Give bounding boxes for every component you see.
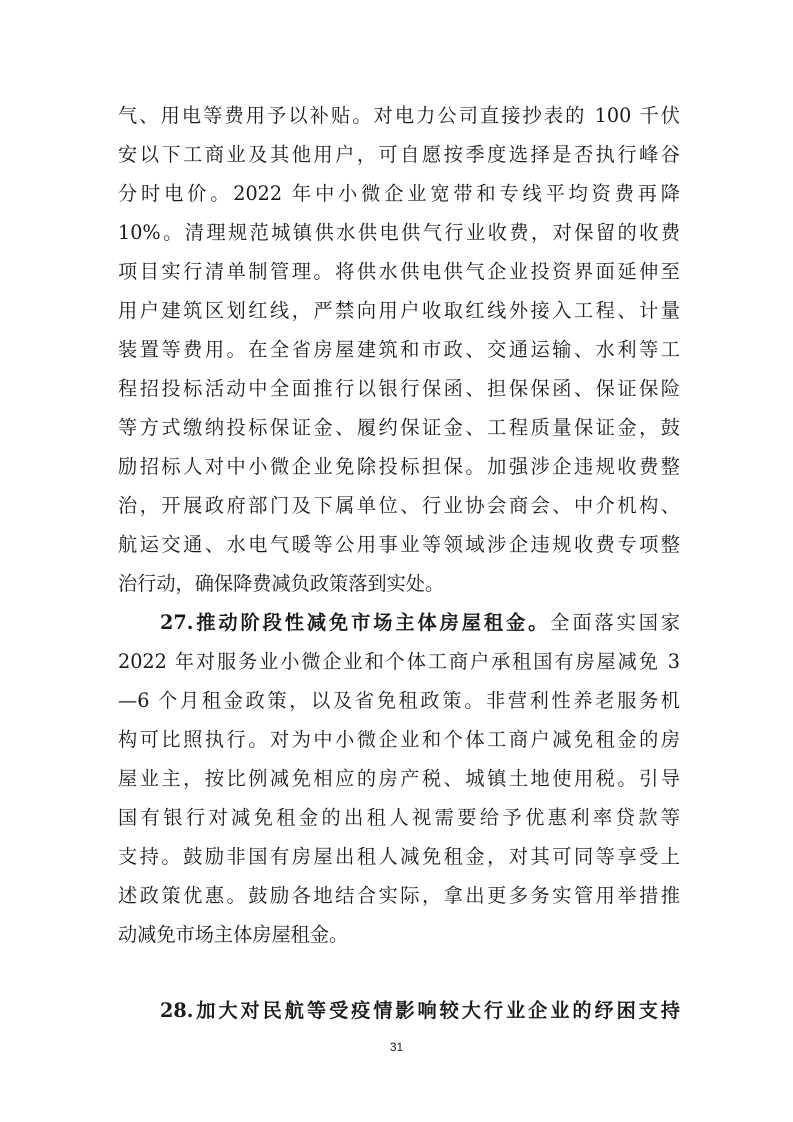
paragraph-line: 2022 年对服务业小微企业和个体工商户承租国有房屋减免 3 (118, 650, 680, 673)
paragraph-line: 10%。清理规范城镇供水供电供气行业收费，对保留的收费 (118, 221, 680, 244)
paragraph-line: 航运交通、水电气暖等公用事业等领域涉企违规收费专项整 (118, 533, 680, 556)
paragraph-line: 国有银行对减免租金的出租人视需要给予优惠利率贷款等 (118, 806, 680, 829)
paragraph-line: 装置等费用。在全省房屋建筑和市政、交通运输、水利等工 (118, 338, 680, 361)
paragraph-line: 治，开展政府部门及下属单位、行业协会商会、中介机构、 (118, 494, 680, 517)
paragraph-line: 气、用电等费用予以补贴。对电力公司直接抄表的 100 千伏 (118, 104, 680, 127)
paragraph-line: 支持。鼓励非国有房屋出租人减免租金，对其可同等享受上 (118, 845, 680, 868)
paragraph-line: 述政策优惠。鼓励各地结合实际，拿出更多务实管用举措推 (118, 884, 680, 907)
paragraph-line: 屋业主，按比例减免相应的房产税、城镇土地使用税。引导 (118, 767, 680, 790)
item-27-first-line-text: 全面落实国家 (550, 611, 680, 634)
item-27-title: 27.推动阶段性减免市场主体房屋租金。 (160, 611, 551, 634)
paragraph-line: 励招标人对中小微企业免除投标担保。加强涉企违规收费整 (118, 455, 680, 478)
paragraph-line: 等方式缴纳投标保证金、履约保证金、工程质量保证金，鼓 (118, 416, 680, 439)
item-27-first-line (160, 611, 680, 635)
item-28-heading: 28.加大对民航等受疫情影响较大行业企业的纾困支持 (160, 999, 680, 1022)
paragraph-line: 动减免市场主体房屋租金。 (118, 923, 349, 946)
paragraph-line: 用户建筑区划红线，严禁向用户收取红线外接入工程、计量 (118, 299, 680, 322)
paragraph-line: 程招投标活动中全面推行以银行保函、担保保函、保证保险 (118, 377, 680, 400)
paragraph-line: 安以下工商业及其他用户，可自愿按季度选择是否执行峰谷 (118, 143, 680, 166)
paragraph-line: —6 个月租金政策，以及省免租政策。非营利性养老服务机 (118, 689, 680, 712)
page-number: 31 (389, 1040, 404, 1054)
paragraph-line: 项目实行清单制管理。将供水供电供气企业投资界面延伸至 (118, 260, 680, 283)
paragraph-line: 构可比照执行。对为中小微企业和个体工商户减免租金的房 (118, 728, 680, 751)
paragraph-line: 治行动，确保降费减负政策落到实处。 (118, 572, 445, 595)
paragraph-line: 分时电价。2022 年中小微企业宽带和专线平均资费再降 (118, 182, 680, 205)
